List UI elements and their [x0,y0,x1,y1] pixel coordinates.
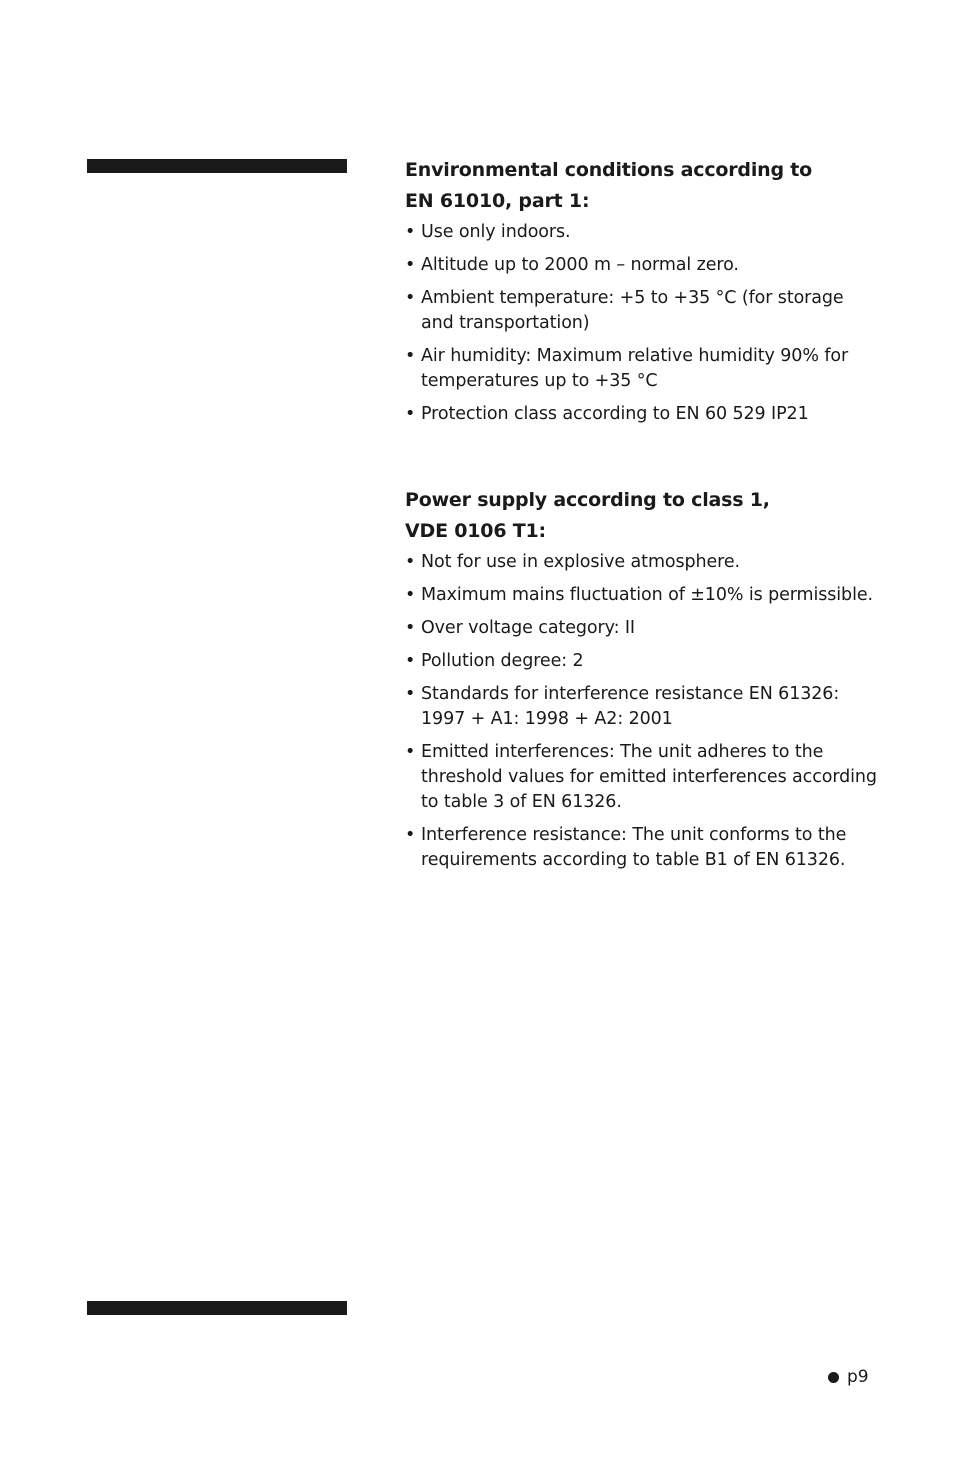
heading-line: EN 61010, part 1: [405,190,590,212]
list-item-line: Ambient temperature: +5 to +35 °C (for storage [421,288,844,308]
environmental-conditions-section [405,155,880,435]
list-item-line: Interference resistance: The unit conforms to the [421,825,847,845]
list-item-line: Not for use in explosive atmosphere. [421,552,741,572]
filled-circle-icon [828,1372,839,1383]
heading-line: Environmental conditions according to [405,159,813,181]
bullet-icon: • [405,684,416,704]
bullet-icon: • [405,346,416,366]
list-item-line: requirements according to table B1 of EN 61326. [421,850,846,870]
page-number-label: p9 [847,1367,869,1387]
list-item-line: Use only indoors. [421,222,571,242]
bullet-icon: • [405,742,416,762]
bullet-icon: • [405,552,416,572]
list-item [405,402,880,427]
list-item [405,616,880,641]
list-item [405,286,880,336]
list-item-line: and transportation) [421,313,590,333]
bullet-icon: • [405,222,416,242]
list-item [405,740,880,815]
list-item-line: threshold values for emitted interferences according [421,767,877,787]
bullet-icon: • [405,585,416,605]
list-item [405,583,880,608]
environmental-conditions-list [405,220,880,427]
list-item [405,220,880,245]
list-item-line: Pollution degree: 2 [421,651,584,671]
bullet-icon: • [405,825,416,845]
bullet-icon: • [405,288,416,308]
list-item [405,253,880,278]
list-item-line: Standards for interference resistance EN 61326: [421,684,840,704]
list-item-line: Protection class according to EN 60 529 IP21 [421,404,809,424]
list-item-line: Maximum mains fluctuation of ±10% is permissible. [421,585,873,605]
heading-line: Power supply according to class 1, [405,489,770,511]
list-item-line: 1997 + A1: 1998 + A2: 2001 [421,709,673,729]
bullet-icon: • [405,651,416,671]
list-item [405,682,880,732]
list-item-line: Over voltage category: II [421,618,635,638]
environmental-conditions-heading [405,155,880,217]
decorative-bar-top [87,159,347,173]
bullet-icon: • [405,255,416,275]
list-item [405,344,880,394]
heading-line: VDE 0106 T1: [405,520,546,542]
power-supply-section [405,485,880,881]
bullet-icon: • [405,618,416,638]
list-item-line: Emitted interferences: The unit adheres to the [421,742,824,762]
decorative-bar-bottom [87,1301,347,1315]
list-item [405,550,880,575]
list-item-line: Air humidity: Maximum relative humidity 90% for [421,346,849,366]
list-item-line: Altitude up to 2000 m – normal zero. [421,255,739,275]
list-item-line: to table 3 of EN 61326. [421,792,622,812]
page-number [828,1366,869,1388]
power-supply-heading [405,485,880,547]
bullet-icon: • [405,404,416,424]
list-item [405,649,880,674]
list-item-line: temperatures up to +35 °C [421,371,658,391]
power-supply-list [405,550,880,873]
list-item [405,823,880,873]
